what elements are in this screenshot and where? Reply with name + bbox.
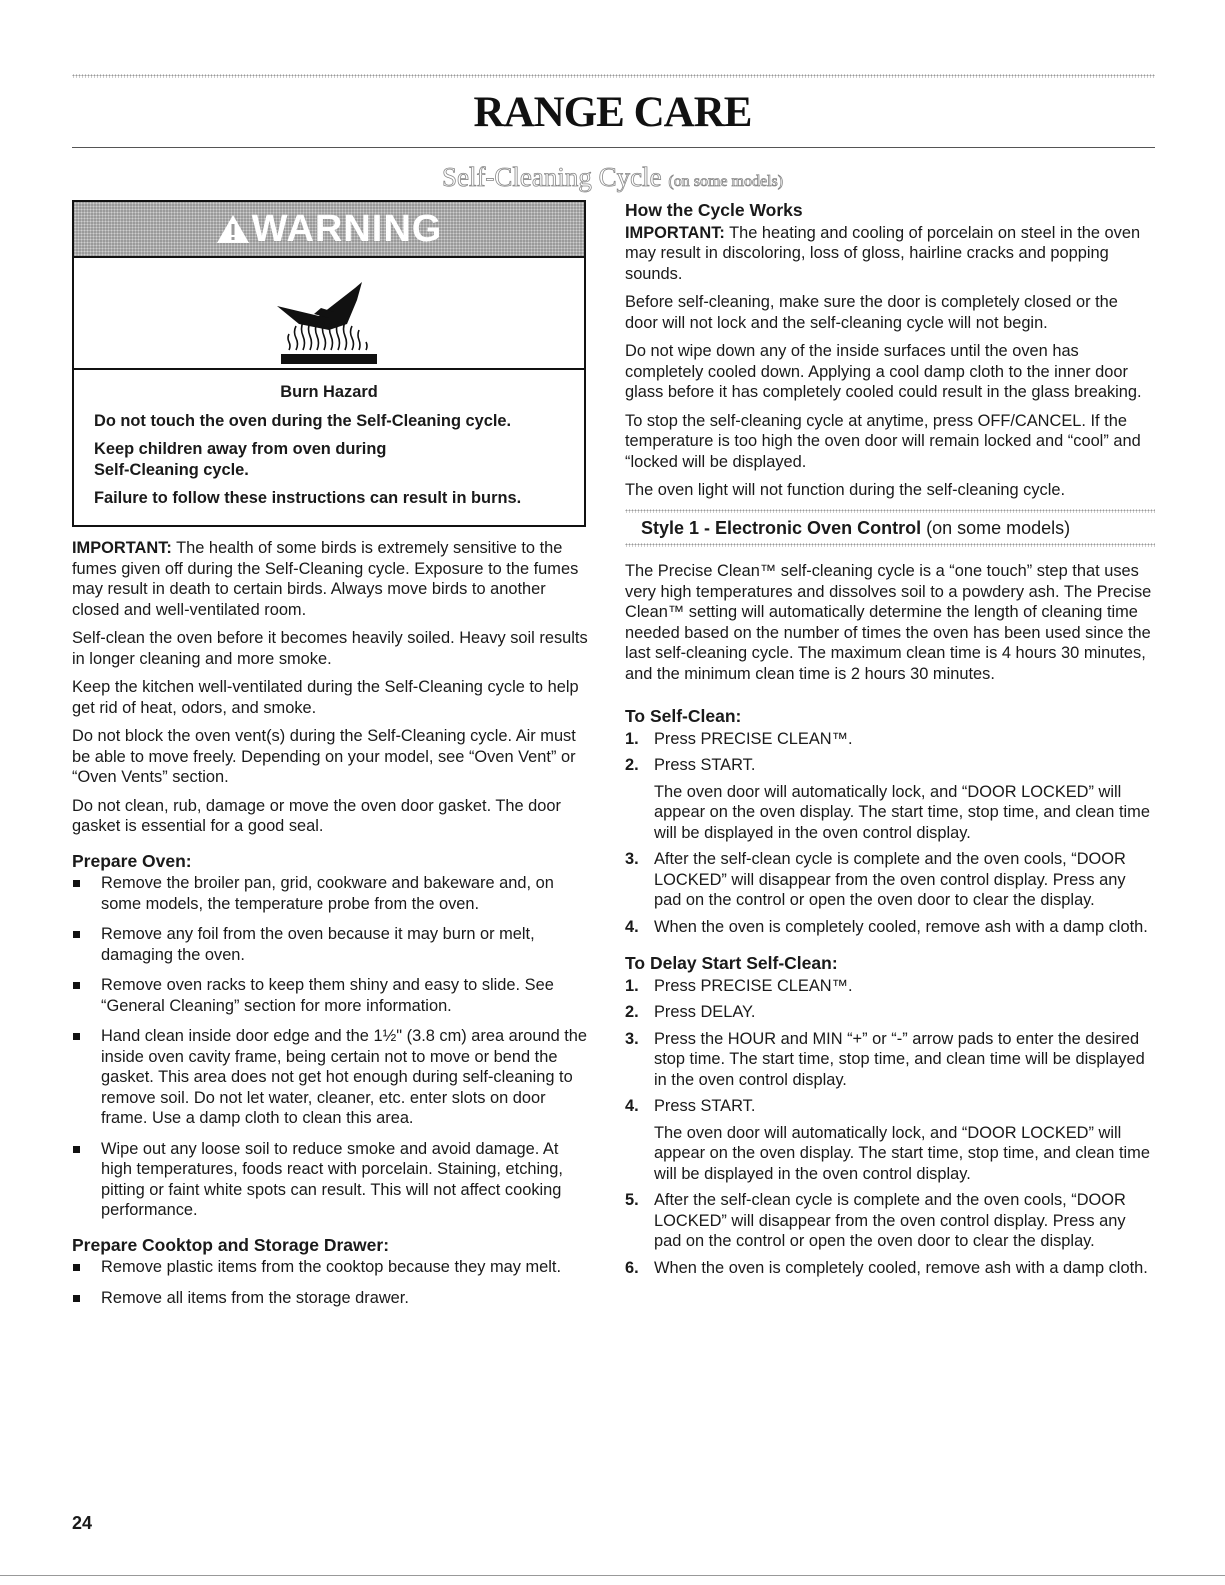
step-item	[625, 729, 1155, 750]
style-1-banner	[625, 509, 1155, 548]
title-underline	[72, 147, 1155, 148]
step-item	[625, 1029, 1155, 1091]
list-item: Remove the broiler pan, grid, cookware and bakeware and, on some models, the temperature probe from the oven.	[72, 873, 590, 914]
step-item	[625, 917, 1155, 938]
step-text: Press START.	[654, 756, 756, 774]
warning-box	[72, 200, 586, 527]
step-text: After the self-clean cycle is complete and the oven cools, “DOOR LOCKED” will disappear from the oven control display. Press any pad on the control or open the oven door to clear the display.	[654, 1191, 1126, 1250]
left-paragraph-3: Do not block the oven vent(s) during the Self-Cleaning cycle. Air must be able to move freely. Depending on your model, see “Oven Vent” or “Oven Vents” section.	[72, 727, 576, 786]
hazard-name: Burn Hazard	[280, 383, 378, 401]
step-text: Press PRECISE CLEAN™.	[654, 976, 853, 995]
warning-line-1: Do not touch the oven during the Self-Cleaning cycle.	[94, 411, 512, 430]
step-item	[625, 1096, 1155, 1184]
step-number: 2.	[625, 1003, 639, 1021]
left-paragraph-4: Do not clean, rub, damage or move the oven door gasket. The door gasket is essential for a good seal.	[72, 796, 561, 835]
prepare-cooktop-heading: Prepare Cooktop and Storage Drawer:	[72, 1234, 390, 1255]
right-important-paragraph	[625, 223, 1155, 285]
delay-start-steps	[625, 976, 1155, 1279]
warning-line-2a: Keep children away from oven during	[94, 440, 387, 458]
style-1-title: Style 1 - Electronic Oven Control	[641, 517, 922, 538]
list-item: Wipe out any loose soil to reduce smoke and avoid damage. At high temperatures, foods react with porcelain. Staining, etching, pitting or faint white spots can result. This will not affect cooking performance.	[72, 1139, 590, 1221]
warning-line-2b: Self-Cleaning cycle.	[94, 460, 249, 479]
prepare-oven-list	[72, 873, 590, 1221]
how-cycle-works-heading: How the Cycle Works	[625, 200, 803, 220]
step-item	[625, 1258, 1155, 1279]
birds-important-paragraph	[72, 538, 590, 620]
style-1-note: (on some models)	[921, 517, 1071, 538]
step-number: 2.	[625, 756, 639, 774]
self-clean-steps	[625, 729, 1155, 938]
step-text: After the self-clean cycle is complete and the oven cools, “DOOR LOCKED” will disappear from the oven control display. Press any pad on the control or open the oven door to clear the display.	[654, 850, 1126, 909]
hazard-art	[74, 258, 584, 370]
step-text: When the oven is completely cooled, remove ash with a damp cloth.	[654, 917, 1148, 936]
step-text: When the oven is completely cooled, remove ash with a damp cloth.	[654, 1258, 1148, 1277]
step-detail: The oven door will automatically lock, and “DOOR LOCKED” will appear on the oven display. The start time, stop time, and clean time will be displayed in the oven control display.	[654, 782, 1150, 842]
banner-bottom-rule	[625, 543, 1155, 547]
step-number: 5.	[625, 1191, 639, 1209]
important-text: The health of some birds is extremely sensitive to the fumes given off during the Self-Cleaning cycle. Exposure to the fumes may result in death to certain birds. Always move birds to another closed and well-ventilated room.	[72, 539, 579, 619]
warning-label	[216, 207, 443, 250]
top-dotted-rule	[72, 74, 1155, 78]
style-1-heading	[625, 513, 1155, 544]
step-number: 1.	[625, 729, 639, 748]
step-item	[625, 849, 1155, 911]
step-text: Press the HOUR and MIN “+” or “-” arrow pads to enter the desired stop time. The start time, stop time, and clean time will be displayed in the oven control display.	[654, 1029, 1145, 1089]
list-item: Remove oven racks to keep them shiny and easy to slide. See “General Cleaning” section for more information.	[72, 975, 590, 1016]
step-detail: The oven door will automatically lock, and “DOOR LOCKED” will appear on the oven display. The start time, stop time, and clean time will be displayed in the oven control display.	[654, 1123, 1150, 1183]
step-number: 4.	[625, 1097, 639, 1115]
left-paragraph-1: Self-clean the oven before it becomes heavily soiled. Heavy soil results in longer cleaning and more smoke.	[72, 629, 588, 668]
step-item	[625, 1190, 1155, 1252]
section-title-text: Self-Cleaning Cycle	[441, 162, 662, 192]
prepare-cooktop-list	[72, 1257, 590, 1308]
step-number: 1.	[625, 976, 639, 995]
step-item	[625, 976, 1155, 997]
list-item: Remove all items from the storage drawer.	[72, 1288, 590, 1309]
right-paragraph-3: To stop the self-cleaning cycle at anytime, press OFF/CANCEL. If the temperature is too high the oven door will remain locked and “cool” and “locked will be displayed.	[625, 411, 1141, 471]
to-self-clean-heading: To Self-Clean:	[625, 706, 742, 726]
important-label: IMPORTANT:	[625, 223, 725, 242]
step-item	[625, 755, 1155, 843]
section-title	[0, 162, 1225, 193]
right-paragraph-4: The oven light will not function during the self-cleaning cycle.	[625, 481, 1066, 499]
page-number: 24	[72, 1513, 93, 1533]
list-item: Remove any foil from the oven because it may burn or melt, damaging the oven.	[72, 924, 590, 965]
right-paragraph-2: Do not wipe down any of the inside surfaces until the oven has completely cooled down. Applying a cool damp cloth to the inner door glass before it has completely cooled could result in the glass breaking.	[625, 342, 1142, 401]
prepare-oven-heading: Prepare Oven:	[72, 850, 192, 871]
important-text: The heating and cooling of porcelain on steel in the oven may result in discoloring, loss of gloss, hairline cracks and popping sounds.	[625, 223, 1141, 283]
step-number: 4.	[625, 917, 639, 936]
step-text: Press START.	[654, 1097, 756, 1115]
important-label: IMPORTANT:	[72, 539, 172, 557]
page-title: RANGE CARE	[473, 89, 752, 136]
step-number: 3.	[625, 1029, 639, 1048]
warning-triangle-icon	[216, 214, 250, 244]
step-number: 6.	[625, 1258, 639, 1277]
step-text: Press PRECISE CLEAN™.	[654, 729, 853, 748]
delay-start-heading: To Delay Start Self-Clean:	[625, 953, 838, 973]
warning-line-3: Failure to follow these instructions can result in burns.	[94, 489, 522, 507]
warning-text	[74, 370, 584, 509]
left-paragraph-2: Keep the kitchen well-ventilated during the Self-Cleaning cycle to help get rid of heat, odors, and smoke.	[72, 678, 579, 717]
list-item: Hand clean inside door edge and the 1½" (3.8 cm) area around the inside oven cavity frame, being certain not to move or bend the gasket. This area does not get hot enough during self-cleaning to remove soil. Do not let water, cleaner, etc. enter slots on door frame. Use a damp cloth to clean this area.	[72, 1026, 590, 1129]
precise-clean-paragraph: The Precise Clean™ self-cleaning cycle is a “one touch” step that uses very high temperatures and dissolves soil to a powdery ash. The Precise Clean™ setting will automatically determine the length of cleaning time needed based on the number of times the oven has been used since the last self-cleaning cycle. The maximum clean time is 4 hours 30 minutes, and the minimum clean time is 2 hours 30 minutes.	[625, 562, 1152, 683]
step-number: 3.	[625, 850, 639, 868]
warning-line-2	[94, 439, 564, 480]
right-paragraph-1: Before self-cleaning, make sure the door is completely closed or the door will not lock and the self-cleaning cycle will not begin.	[625, 293, 1118, 332]
list-item: Remove plastic items from the cooktop because they may melt.	[72, 1257, 590, 1278]
warning-header	[74, 202, 584, 258]
burn-hazard-icon	[259, 268, 399, 368]
warning-word-text: WARNING	[251, 207, 443, 250]
left-column	[72, 200, 590, 1318]
step-item	[625, 1002, 1155, 1023]
bottom-rule	[0, 1575, 1225, 1576]
step-text: Press DELAY.	[654, 1003, 756, 1021]
right-column	[625, 200, 1155, 1284]
section-title-note: (on some models)	[668, 173, 784, 190]
